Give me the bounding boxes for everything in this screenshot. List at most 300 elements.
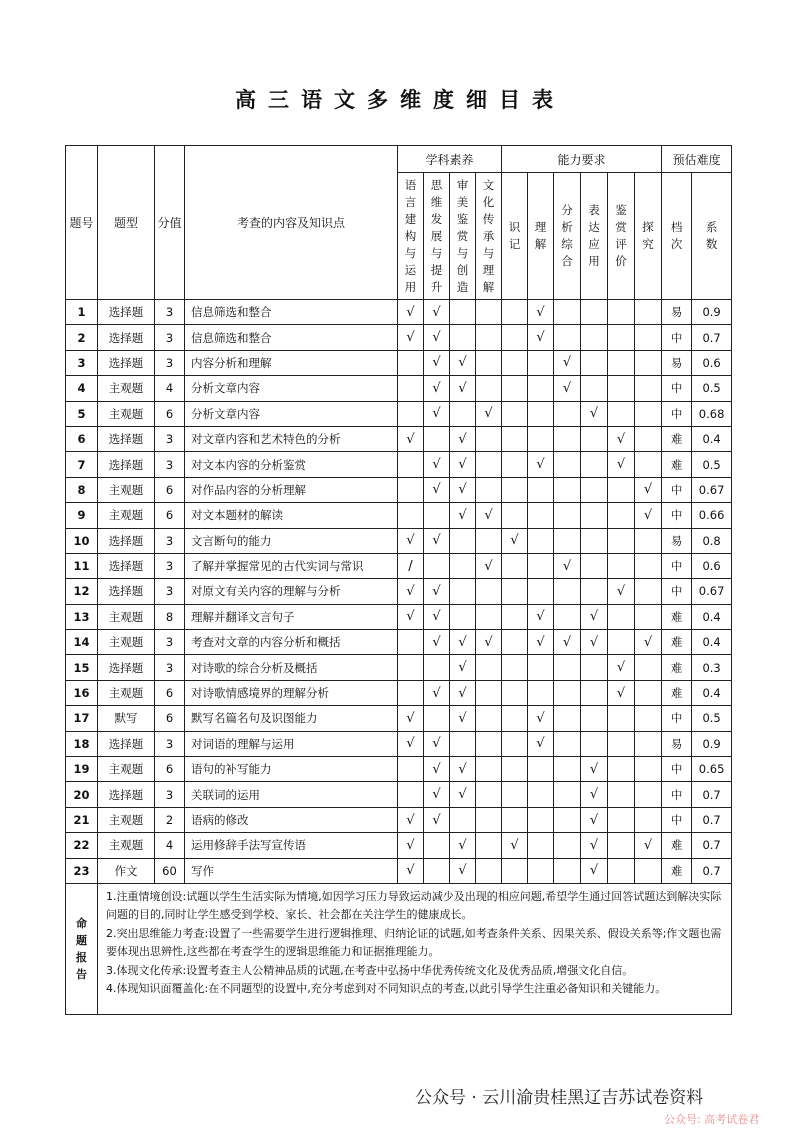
check-cell: √ (424, 350, 450, 375)
check-cell: √ (476, 553, 502, 578)
difficulty-level: 难 (662, 452, 692, 477)
difficulty-level: 中 (662, 477, 692, 502)
difficulty-level: 难 (662, 655, 692, 680)
check-cell: √ (554, 376, 581, 401)
question-type: 选择题 (98, 579, 155, 604)
question-content: 对作品内容的分析理解 (185, 477, 398, 502)
check-cell (554, 604, 581, 629)
check-cell (424, 858, 450, 883)
check-cell (424, 706, 450, 731)
table-row (66, 426, 732, 451)
header-type: 题型 (98, 146, 155, 300)
table-body (66, 300, 732, 884)
check-cell: √ (608, 680, 635, 705)
check-cell (476, 858, 502, 883)
question-type: 主观题 (98, 807, 155, 832)
question-content: 文言断句的能力 (185, 528, 398, 553)
difficulty-level: 中 (662, 376, 692, 401)
check-cell (528, 858, 554, 883)
check-cell (635, 350, 662, 375)
check-cell (608, 706, 635, 731)
difficulty-coefficient: 0.3 (692, 655, 732, 680)
question-number: 17 (66, 706, 98, 731)
check-cell (398, 782, 424, 807)
difficulty-level: 中 (662, 401, 692, 426)
check-cell (554, 655, 581, 680)
check-cell (635, 680, 662, 705)
check-cell (528, 426, 554, 451)
check-cell (502, 401, 528, 426)
difficulty-level: 中 (662, 807, 692, 832)
question-content: 对文本内容的分析鉴赏 (185, 452, 398, 477)
question-type: 主观题 (98, 757, 155, 782)
check-cell (398, 503, 424, 528)
question-type: 选择题 (98, 350, 155, 375)
difficulty-coefficient: 0.7 (692, 325, 732, 350)
check-cell (528, 401, 554, 426)
check-cell (554, 579, 581, 604)
question-score: 3 (155, 579, 185, 604)
check-cell (608, 477, 635, 502)
difficulty-level: 难 (662, 858, 692, 883)
check-cell: √ (450, 503, 476, 528)
table-row (66, 350, 732, 375)
table-row (66, 757, 732, 782)
difficulty-coefficient: 0.66 (692, 503, 732, 528)
check-cell (528, 680, 554, 705)
check-cell (635, 452, 662, 477)
check-cell (581, 655, 608, 680)
question-type: 主观题 (98, 630, 155, 655)
question-number: 10 (66, 528, 98, 553)
check-cell (450, 731, 476, 756)
check-cell (635, 528, 662, 553)
check-cell (554, 858, 581, 883)
check-cell (476, 706, 502, 731)
check-cell (398, 401, 424, 426)
check-cell (554, 300, 581, 325)
check-cell (608, 300, 635, 325)
check-cell (554, 503, 581, 528)
question-type: 主观题 (98, 680, 155, 705)
check-cell (608, 858, 635, 883)
check-cell (502, 300, 528, 325)
check-cell (398, 680, 424, 705)
check-cell: / (398, 553, 424, 578)
check-cell (528, 477, 554, 502)
check-cell (502, 731, 528, 756)
check-cell: √ (424, 477, 450, 502)
check-cell: √ (398, 706, 424, 731)
question-score: 4 (155, 376, 185, 401)
check-cell (424, 833, 450, 858)
question-number: 8 (66, 477, 98, 502)
difficulty-level: 难 (662, 630, 692, 655)
report-label: 命题报告 (66, 883, 98, 1014)
check-cell: √ (635, 477, 662, 502)
difficulty-coefficient: 0.9 (692, 300, 732, 325)
table-row (66, 858, 732, 883)
question-type: 选择题 (98, 528, 155, 553)
question-score: 6 (155, 757, 185, 782)
check-cell (450, 325, 476, 350)
check-cell (608, 630, 635, 655)
check-cell: √ (635, 503, 662, 528)
check-cell (502, 579, 528, 604)
check-cell (635, 579, 662, 604)
question-number: 3 (66, 350, 98, 375)
check-cell (635, 604, 662, 629)
check-cell (608, 757, 635, 782)
check-cell: √ (581, 401, 608, 426)
header-ability-memorize: 识记 (508, 220, 521, 251)
difficulty-coefficient: 0.7 (692, 833, 732, 858)
check-cell: √ (528, 604, 554, 629)
check-cell: √ (450, 452, 476, 477)
check-cell: √ (450, 757, 476, 782)
check-cell (450, 604, 476, 629)
question-number: 18 (66, 731, 98, 756)
question-content: 内容分析和理解 (185, 350, 398, 375)
check-cell (476, 426, 502, 451)
check-cell (450, 528, 476, 553)
question-type: 选择题 (98, 782, 155, 807)
check-cell: √ (398, 426, 424, 451)
check-cell (581, 731, 608, 756)
question-content: 对诗歌情感境界的理解分析 (185, 680, 398, 705)
watermark-text: 公众号: 高考试卷君 (664, 1113, 760, 1126)
table-row (66, 376, 732, 401)
table-row (66, 325, 732, 350)
question-number: 19 (66, 757, 98, 782)
check-cell (476, 376, 502, 401)
difficulty-coefficient: 0.6 (692, 553, 732, 578)
check-cell: √ (635, 630, 662, 655)
question-content: 考查对文章的内容分析和概括 (185, 630, 398, 655)
check-cell: √ (424, 782, 450, 807)
check-cell (398, 452, 424, 477)
difficulty-coefficient: 0.5 (692, 706, 732, 731)
check-cell (635, 553, 662, 578)
check-cell (608, 325, 635, 350)
check-cell: √ (424, 452, 450, 477)
check-cell: √ (398, 300, 424, 325)
question-type: 选择题 (98, 731, 155, 756)
check-cell (608, 503, 635, 528)
table-row (66, 731, 732, 756)
check-cell: √ (450, 833, 476, 858)
question-score: 6 (155, 706, 185, 731)
check-cell (476, 350, 502, 375)
report-content (98, 883, 732, 1014)
check-cell: √ (398, 833, 424, 858)
question-type: 作文 (98, 858, 155, 883)
difficulty-level: 易 (662, 528, 692, 553)
check-cell (581, 477, 608, 502)
check-cell (608, 604, 635, 629)
table-row (66, 401, 732, 426)
report-paragraph-2: 2.突出思维能力考查:设置了一些需要学生进行逻辑推理、归纳论证的试题,如考查条件关系、因果关系、假设关系等;作文题也需要体现出思辨性,这些都在考查学生的逻辑思维能力和证据推理能力。 (106, 926, 722, 959)
check-cell (635, 858, 662, 883)
difficulty-coefficient: 0.68 (692, 401, 732, 426)
check-cell (528, 655, 554, 680)
check-cell (635, 426, 662, 451)
table-row (66, 300, 732, 325)
check-cell: √ (528, 731, 554, 756)
question-content: 关联词的运用 (185, 782, 398, 807)
question-content: 对词语的理解与运用 (185, 731, 398, 756)
check-cell (502, 477, 528, 502)
check-cell: √ (424, 579, 450, 604)
question-type: 主观题 (98, 401, 155, 426)
question-content: 语句的补写能力 (185, 757, 398, 782)
check-cell: √ (528, 300, 554, 325)
check-cell (581, 376, 608, 401)
question-number: 7 (66, 452, 98, 477)
header-content: 考查的内容及知识点 (185, 146, 398, 300)
check-cell (502, 782, 528, 807)
check-cell (608, 376, 635, 401)
question-number: 5 (66, 401, 98, 426)
header-literacy-culture: 文化传承与理解 (482, 177, 495, 294)
question-content: 了解并掌握常见的古代实词与常识 (185, 553, 398, 578)
header-literacy-language: 语言建构与运用 (404, 177, 417, 294)
difficulty-coefficient: 0.4 (692, 680, 732, 705)
question-content: 分析文章内容 (185, 401, 398, 426)
question-type: 主观题 (98, 604, 155, 629)
question-score: 2 (155, 807, 185, 832)
check-cell: √ (581, 807, 608, 832)
check-cell: √ (450, 680, 476, 705)
header-difficulty-level: 档次 (670, 220, 683, 251)
check-cell: √ (450, 630, 476, 655)
question-score: 3 (155, 528, 185, 553)
question-number: 12 (66, 579, 98, 604)
check-cell (502, 452, 528, 477)
question-number: 14 (66, 630, 98, 655)
page-title: 高三语文多维度细目表 (235, 87, 565, 112)
difficulty-level: 易 (662, 731, 692, 756)
check-cell: √ (554, 630, 581, 655)
check-cell (554, 782, 581, 807)
check-cell (635, 300, 662, 325)
check-cell: √ (476, 503, 502, 528)
question-content: 分析文章内容 (185, 376, 398, 401)
table-row (66, 528, 732, 553)
check-cell: √ (424, 300, 450, 325)
difficulty-coefficient: 0.8 (692, 528, 732, 553)
header-ability-analyze: 分析综合 (561, 203, 573, 268)
question-content: 信息筛选和整合 (185, 325, 398, 350)
check-cell (450, 553, 476, 578)
check-cell (608, 401, 635, 426)
question-type: 主观题 (98, 503, 155, 528)
question-content: 对文章内容和艺术特色的分析 (185, 426, 398, 451)
question-content: 理解并翻译文言句子 (185, 604, 398, 629)
check-cell (502, 503, 528, 528)
question-score: 3 (155, 325, 185, 350)
question-score: 3 (155, 782, 185, 807)
check-cell: √ (424, 731, 450, 756)
check-cell (554, 401, 581, 426)
question-number: 11 (66, 553, 98, 578)
check-cell: √ (424, 807, 450, 832)
question-number: 1 (66, 300, 98, 325)
question-score: 6 (155, 477, 185, 502)
check-cell: √ (424, 604, 450, 629)
check-cell: √ (398, 807, 424, 832)
check-cell (554, 325, 581, 350)
difficulty-coefficient: 0.6 (692, 350, 732, 375)
check-cell: √ (398, 858, 424, 883)
check-cell (635, 807, 662, 832)
check-cell: √ (502, 528, 528, 553)
check-cell (424, 655, 450, 680)
difficulty-level: 难 (662, 426, 692, 451)
check-cell: √ (581, 630, 608, 655)
check-cell (528, 757, 554, 782)
check-cell (476, 833, 502, 858)
check-cell: √ (450, 655, 476, 680)
check-cell: √ (528, 325, 554, 350)
check-cell (581, 528, 608, 553)
check-cell (581, 503, 608, 528)
question-number: 6 (66, 426, 98, 451)
check-cell (581, 325, 608, 350)
check-cell: √ (450, 350, 476, 375)
check-cell (476, 579, 502, 604)
difficulty-level: 难 (662, 680, 692, 705)
question-content: 对诗歌的综合分析及概括 (185, 655, 398, 680)
question-content: 对文本题材的解读 (185, 503, 398, 528)
question-score: 3 (155, 630, 185, 655)
difficulty-level: 中 (662, 706, 692, 731)
check-cell (528, 376, 554, 401)
check-cell: √ (608, 655, 635, 680)
question-content: 运用修辞手法写宣传语 (185, 833, 398, 858)
check-cell (581, 680, 608, 705)
check-cell (635, 401, 662, 426)
check-cell: √ (581, 782, 608, 807)
check-cell (398, 757, 424, 782)
question-content: 写作 (185, 858, 398, 883)
check-cell (554, 452, 581, 477)
check-cell: √ (528, 630, 554, 655)
check-cell: √ (608, 426, 635, 451)
check-cell (476, 655, 502, 680)
check-cell (502, 325, 528, 350)
question-type: 选择题 (98, 553, 155, 578)
check-cell: √ (554, 553, 581, 578)
check-cell: √ (608, 452, 635, 477)
question-score: 3 (155, 731, 185, 756)
table-row (66, 655, 732, 680)
check-cell: √ (528, 452, 554, 477)
question-score: 6 (155, 680, 185, 705)
check-cell: √ (554, 350, 581, 375)
check-cell (635, 782, 662, 807)
check-cell (424, 426, 450, 451)
difficulty-level: 中 (662, 325, 692, 350)
check-cell (476, 757, 502, 782)
check-cell (554, 680, 581, 705)
difficulty-coefficient: 0.5 (692, 376, 732, 401)
difficulty-coefficient: 0.67 (692, 477, 732, 502)
table-row (66, 503, 732, 528)
check-cell (554, 731, 581, 756)
check-cell (581, 426, 608, 451)
check-cell: √ (424, 376, 450, 401)
check-cell (554, 528, 581, 553)
question-number: 9 (66, 503, 98, 528)
header-number: 题号 (66, 146, 98, 300)
header-difficulty-coef: 系数 (705, 220, 718, 251)
difficulty-level: 中 (662, 579, 692, 604)
check-cell (502, 680, 528, 705)
check-cell: √ (398, 325, 424, 350)
question-score: 3 (155, 553, 185, 578)
check-cell: √ (528, 706, 554, 731)
question-number: 21 (66, 807, 98, 832)
check-cell: √ (450, 782, 476, 807)
question-content: 语病的修改 (185, 807, 398, 832)
check-cell (398, 376, 424, 401)
check-cell (608, 553, 635, 578)
check-cell (476, 680, 502, 705)
check-cell: √ (581, 833, 608, 858)
difficulty-coefficient: 0.4 (692, 426, 732, 451)
question-score: 6 (155, 401, 185, 426)
check-cell: √ (450, 426, 476, 451)
question-type: 主观题 (98, 477, 155, 502)
question-type: 主观题 (98, 376, 155, 401)
check-cell (476, 782, 502, 807)
check-cell: √ (424, 401, 450, 426)
header-ability-explore: 探究 (642, 220, 654, 251)
check-cell (502, 757, 528, 782)
check-cell (424, 553, 450, 578)
check-cell (554, 833, 581, 858)
check-cell (554, 426, 581, 451)
check-cell: √ (635, 833, 662, 858)
check-cell (398, 477, 424, 502)
difficulty-coefficient: 0.7 (692, 807, 732, 832)
check-cell: √ (398, 579, 424, 604)
check-cell (502, 426, 528, 451)
header-score: 分值 (155, 146, 185, 300)
question-number: 22 (66, 833, 98, 858)
question-score: 6 (155, 503, 185, 528)
check-cell (608, 528, 635, 553)
question-type: 主观题 (98, 833, 155, 858)
table-row (66, 782, 732, 807)
check-cell (502, 807, 528, 832)
check-cell: √ (424, 528, 450, 553)
check-cell: √ (608, 579, 635, 604)
check-cell: √ (424, 325, 450, 350)
check-cell: √ (502, 833, 528, 858)
check-cell (502, 655, 528, 680)
check-cell (581, 300, 608, 325)
question-content: 对原文有关内容的理解与分析 (185, 579, 398, 604)
check-cell (502, 604, 528, 629)
difficulty-level: 中 (662, 503, 692, 528)
check-cell (476, 300, 502, 325)
question-score: 3 (155, 426, 185, 451)
table-row (66, 833, 732, 858)
question-type: 选择题 (98, 325, 155, 350)
check-cell (635, 757, 662, 782)
